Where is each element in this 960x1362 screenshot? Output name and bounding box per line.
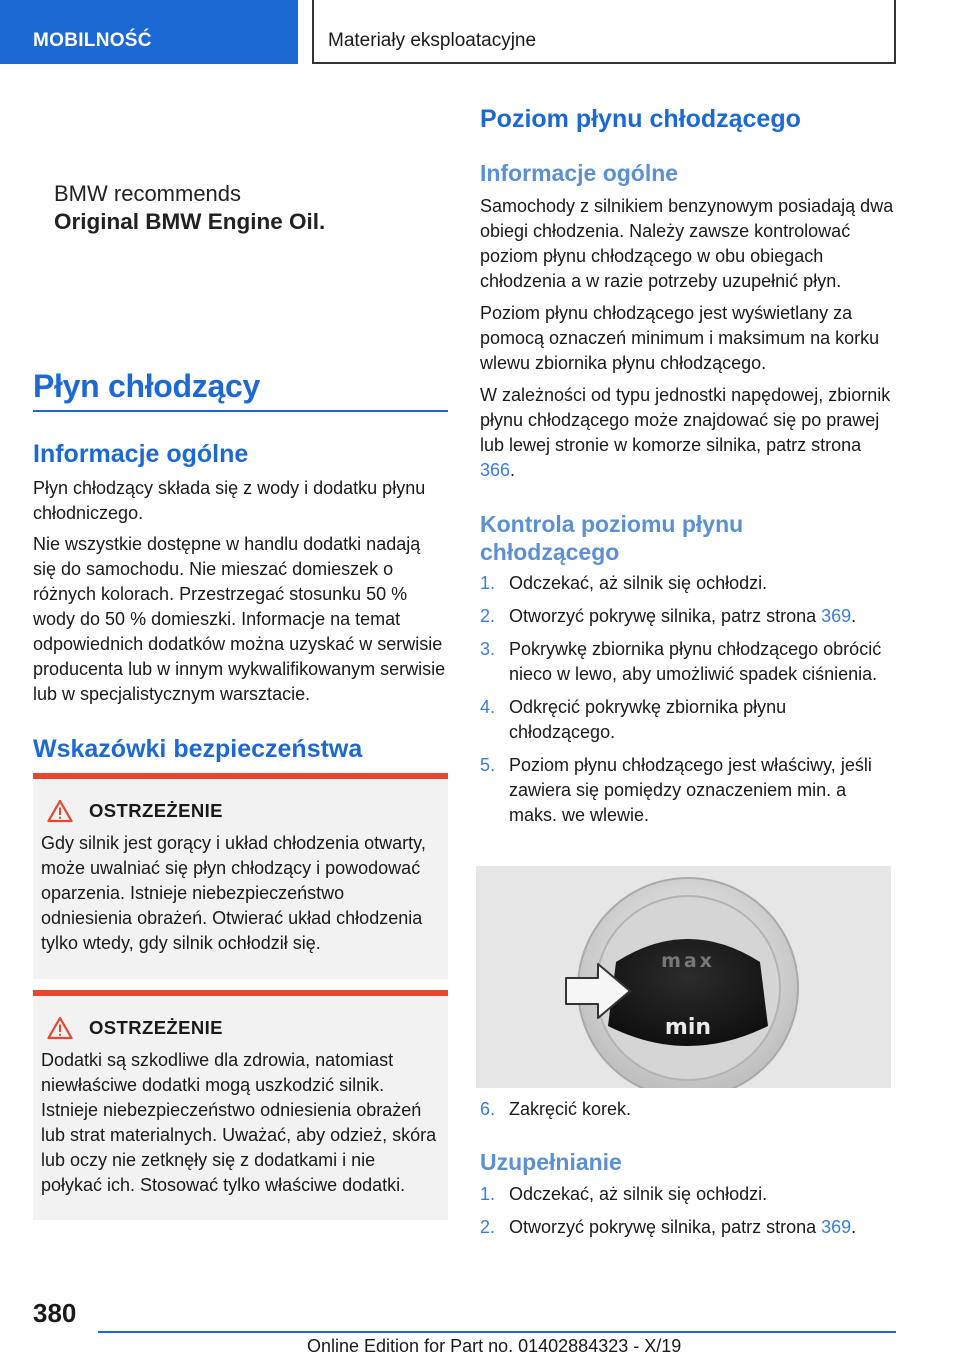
page-link-369[interactable]: 369 bbox=[821, 1217, 852, 1237]
list-item: 4. Odkręcić pokrywkę zbiornika płynu chłodzącego. bbox=[480, 697, 787, 742]
coolant-intro: Płyn chłodzący składa się z wody i dodatku płynu chłodniczego. bbox=[33, 478, 426, 523]
svg-text:max: max bbox=[661, 950, 715, 972]
coolant-level-heading: Poziom płynu chłodzącego bbox=[480, 105, 801, 133]
list-item: 5. Poziom płynu chłodzącego jest właściwy, jeśli zawiera się pomiędzy oznaczeniem min. a maks. we wlewie. bbox=[480, 755, 872, 825]
footer-rule bbox=[98, 1331, 896, 1333]
general-info-heading-right: Informacje ogólne bbox=[480, 160, 679, 186]
edition-note: Online Edition for Part no. 01402884323 - X/19 bbox=[307, 1336, 682, 1356]
ad-line-2: Original BMW Engine Oil. bbox=[54, 209, 326, 234]
list-item: 2. Otworzyć pokrywę silnika, patrz strona 369. bbox=[480, 606, 857, 626]
level-check-heading: Kontrola poziomu płynu chłodzącego bbox=[480, 511, 744, 565]
bmw-oil-ad bbox=[54, 180, 325, 236]
list-item: 6. Zakręcić korek. bbox=[480, 1099, 632, 1119]
chapter-title: Materiały eksploatacyjne bbox=[312, 0, 896, 64]
reservoir-location-text: W zależności od typu jednostki napędowej, zbiornik płynu chłodzącego może znajdować się po prawej lub lewej stronie w komorze silnika, patrz strona 366. bbox=[480, 385, 891, 480]
warning-title: OSTRZEŻENIE bbox=[89, 800, 223, 821]
list-item: 1. Odczekać, aż silnik się ochłodzi. bbox=[480, 573, 768, 593]
warning-box-1 bbox=[33, 773, 448, 979]
refill-steps bbox=[480, 1182, 895, 1248]
warning-title: OSTRZEŻENIE bbox=[89, 1017, 223, 1038]
warning-text: Dodatki są szkodliwe dla zdrowia, natomiast niewłaściwe dodatki mogą uszkodzić silnik. Istnieje niebezpieczeństwo odniesienia obrażeń lub strat materialnych. Uważać, aby odzież, skóra lub oczy nie zetknęły się z dodatkami i nie połykać ich. Stosować tylko właściwe dodatki. bbox=[41, 1050, 437, 1195]
list-item: 3. Pokrywkę zbiornika płynu chłodzącego obrócić nieco w lewo, aby umożliwić spadek ciśnienia. bbox=[480, 639, 882, 684]
coolant-markings-text: Poziom płynu chłodzącego jest wyświetlany za pomocą oznaczeń minimum i maksimum na korku wlewu zbiornika płynu chłodzącego. bbox=[480, 303, 880, 373]
coolant-cap-photo bbox=[476, 866, 891, 1088]
coolant-circuits-text: Samochody z silnikiem benzynowym posiadają dwa obiegi chłodzenia. Należy zawsze kontrolować poziom płynu chłodzącego w obu obiegach chłodzenia a w razie potrzeby uzupełnić płyn. bbox=[480, 196, 894, 291]
coolant-heading: Płyn chłodzący bbox=[33, 368, 260, 404]
list-item: 2. Otworzyć pokrywę silnika, patrz strona 369. bbox=[480, 1217, 857, 1237]
heading-rule bbox=[33, 410, 448, 412]
coolant-cap-illustration bbox=[476, 866, 891, 1088]
warning-box-2 bbox=[33, 990, 448, 1220]
warning-text: Gdy silnik jest gorący i układ chłodzenia otwarty, może uwalniać się płyn chłodzący i powodować oparzenia. Istnieje niebezpieczeństwo odniesienia obrażeń. Otwierać układ chłodzenia tylko wtedy, gdy silnik ochłodził się. bbox=[41, 833, 426, 953]
page-link-369[interactable]: 369 bbox=[821, 606, 852, 626]
coolant-additives-text: Nie wszystkie dostępne w handlu dodatki nadają się do samochodu. Nie mieszać domieszek o różnych kolorach. Przestrzegać stosunku 50 % wody do 50 % domieszki. Informacje na temat odpowiednich dodatków można uzyskać w serwisie producenta lub w innym wykwalifikowanym serwisie lub w specjalistycznym warsztacie. bbox=[33, 534, 446, 704]
page-number: 380 bbox=[33, 1298, 77, 1328]
safety-heading: Wskazówki bezpieczeństwa bbox=[33, 735, 363, 763]
level-check-steps bbox=[480, 571, 895, 836]
section-tab: MOBILNOŚĆ bbox=[0, 0, 298, 64]
refill-heading: Uzupełnianie bbox=[480, 1149, 622, 1175]
warning-triangle-icon bbox=[47, 799, 73, 823]
list-item: 1. Odczekać, aż silnik się ochłodzi. bbox=[480, 1184, 768, 1204]
warning-triangle-icon bbox=[47, 1016, 73, 1040]
general-info-heading-left: Informacje ogólne bbox=[33, 440, 249, 468]
page-link-366[interactable]: 366 bbox=[480, 460, 511, 480]
svg-text:min: min bbox=[664, 1015, 712, 1040]
ad-line-1: BMW recommends bbox=[54, 181, 242, 206]
close-cap-step bbox=[480, 1097, 895, 1130]
